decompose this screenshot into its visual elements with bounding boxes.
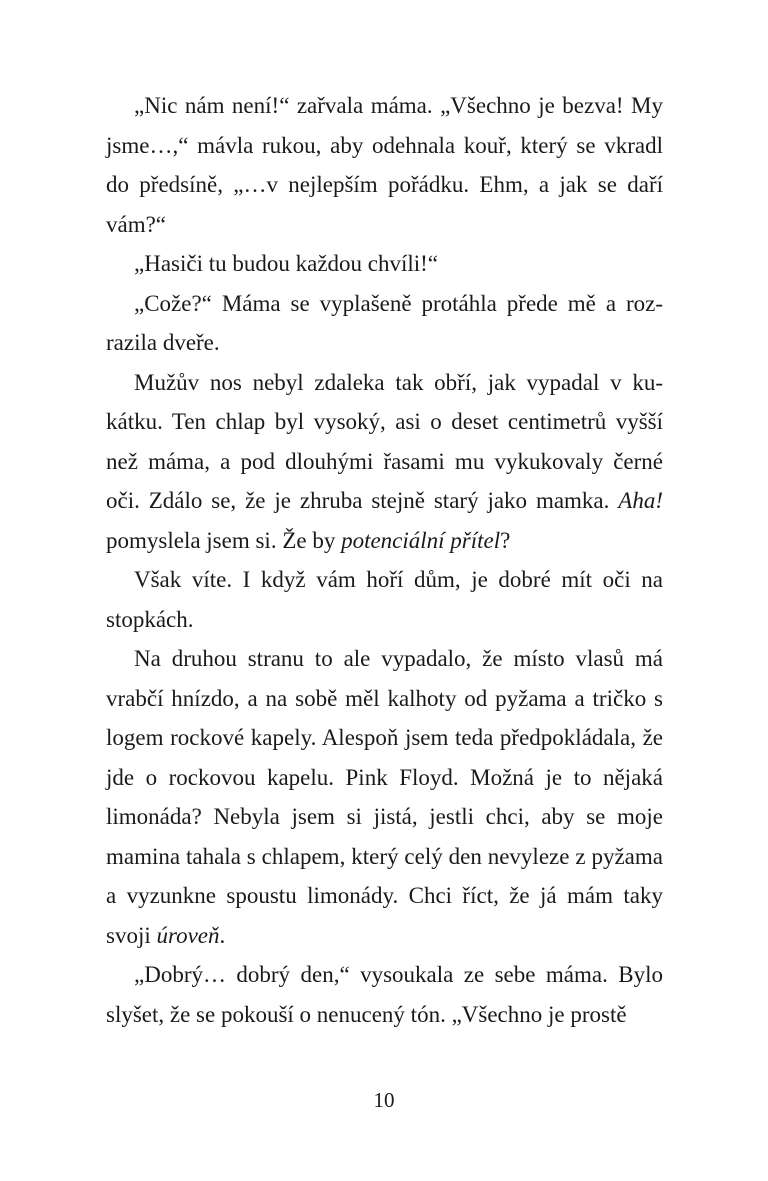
italic-text: úroveň xyxy=(156,922,220,948)
paragraph-text: „Dobrý… dobrý den,“ vysoukala ze sebe máma. Bylo slyšet, že se pokouší o nenucený tón. „Všechno je prostě xyxy=(106,962,663,1027)
paragraph xyxy=(106,955,663,1034)
paragraph-text: . xyxy=(219,922,226,948)
italic-text: Aha! xyxy=(618,488,663,513)
page-body xyxy=(106,86,663,1034)
paragraph-text: „Hasiči tu budou každou chvíli!“ xyxy=(134,251,439,276)
paragraph-text: Mužův nos nebyl zdaleka tak obří, jak vypadal v kukátku. Ten chlap byl vysoký, asi o deset centimetrů vyšší než máma, a pod dlouhými řasami mu vykukovaly černé oči. Zdálo se, že je zhruba stejně starý jako mamka. xyxy=(106,369,663,513)
paragraph-text: Však víte. I když vám hoří dům, je dobré mít oči na stopkách. xyxy=(106,567,663,632)
paragraph-text: Na druhou stranu to ale vypadalo, že místo vlasů má vrabčí hnízdo, a na sobě měl kalhoty od pyžama a tričko s logem rockové kapely. Alespoň jsem teda předpokládala, že jde o rockovou kapelu. Pink Floyd. Možná je to nějaká limonáda? Nebyla jsem si jistá, jestli chci, aby se moje mamina tahala s chlapem, který celý den nevyleze z pyžama a vyzunkne spoustu limonády. Chci říct, že já mám taky svoji xyxy=(106,646,663,948)
paragraph-text: „Nic nám není!“ zařvala máma. „Všechno je bezva! My jsme…,“ mávla rukou, aby odehnala kouř, který se vkradl do předsíně, „…v nejlepším pořádku. Ehm, a jak se daří vám?“ xyxy=(106,93,663,237)
paragraph xyxy=(106,86,663,244)
paragraph-text: pomyslela jsem si. Že by xyxy=(106,527,342,553)
paragraph xyxy=(106,560,663,639)
paragraph xyxy=(106,244,663,284)
page-number: 10 xyxy=(373,1088,395,1112)
italic-text: potenciální přítel xyxy=(341,527,501,553)
paragraph xyxy=(106,284,663,363)
paragraph xyxy=(106,639,663,955)
paragraph xyxy=(106,363,663,561)
paragraph-text: ? xyxy=(500,527,511,553)
paragraph-text: „Cože?“ Máma se vyplašeně protáhla přede mě a rozrazila dveře. xyxy=(106,290,663,355)
